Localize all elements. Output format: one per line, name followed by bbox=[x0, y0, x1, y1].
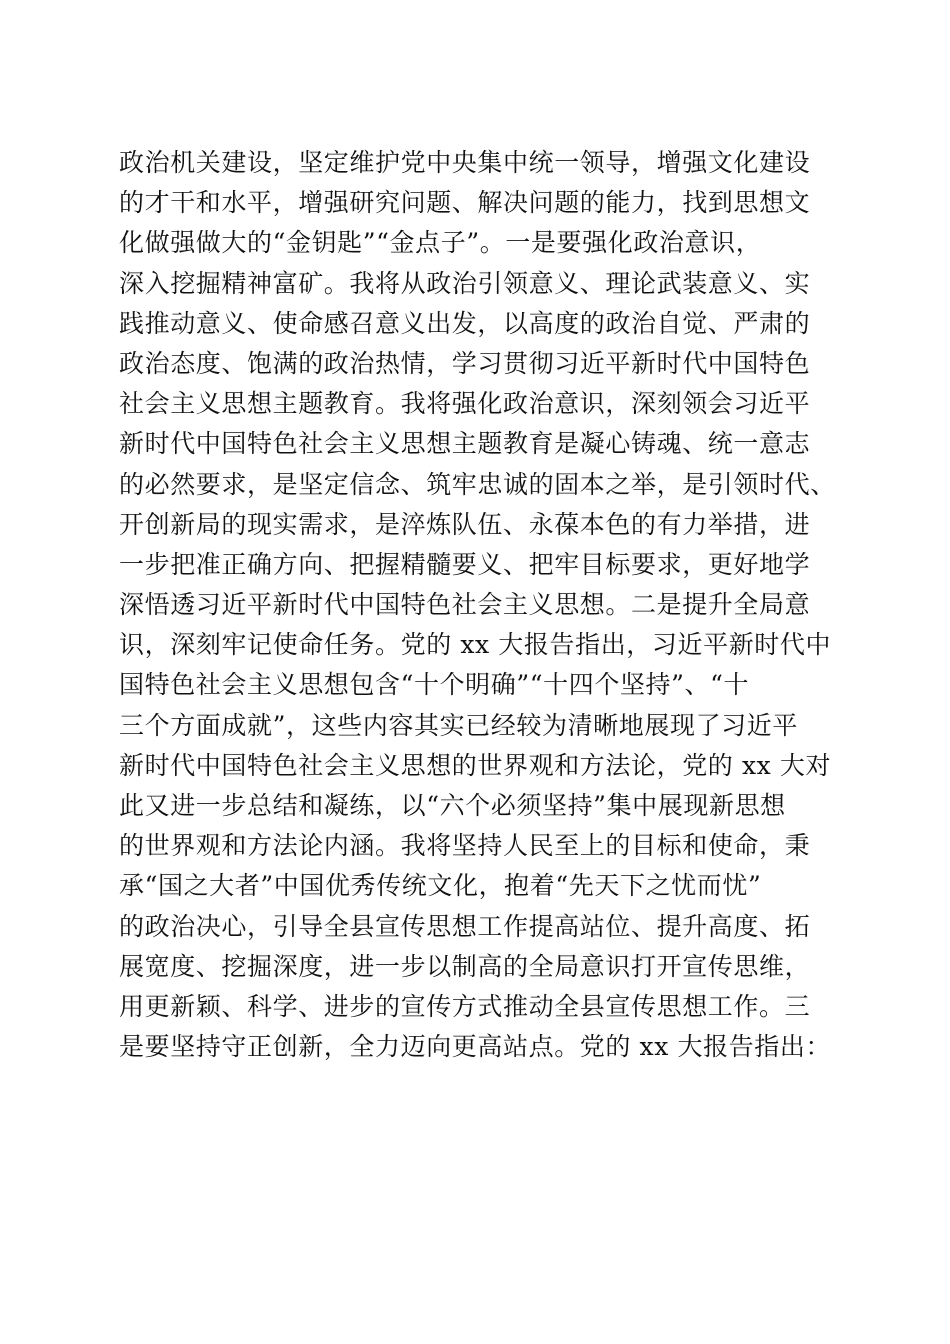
text-line: 化做强做大的“金钥匙”“金点子”。一是要强化政治意识， bbox=[119, 228, 762, 258]
text-line: 识，深刻牢记使命任务。党的 xx 大报告指出，习近平新时代中 bbox=[119, 630, 832, 660]
text-line: 展宽度、挖掘深度，进一步以制高的全局意识打开宣传思维， bbox=[119, 951, 811, 981]
text-line: 社会主义思想主题教育。我将强化政治意识，深刻领会习近平 bbox=[119, 389, 811, 419]
text-line: 三个方面成就”，这些内容其实已经较为清晰地展现了习近平 bbox=[119, 710, 798, 740]
text-line: 的政治决心，引导全县宣传思想工作提高站位、提升高度、拓 bbox=[119, 911, 811, 941]
text-line: 的必然要求，是坚定信念、筑牢忠诚的固本之举，是引领时代、 bbox=[119, 469, 836, 499]
text-line: 践推动意义、使命感召意义出发，以高度的政治自觉、严肃的 bbox=[119, 308, 811, 338]
text-line: 新时代中国特色社会主义思想的世界观和方法论，党的 xx 大对 bbox=[119, 750, 832, 780]
text-line: 的世界观和方法论内涵。我将坚持人民至上的目标和使命，秉 bbox=[119, 831, 811, 861]
text-line: 开创新局的现实需求，是淬炼队伍、永葆本色的有力举措，进 bbox=[119, 509, 811, 539]
text-line: 用更新颖、科学、进步的宣传方式推动全县宣传思想工作。三 bbox=[119, 991, 811, 1021]
text-line: 承“国之大者”中国优秀传统文化，抱着“先天下之忧而忧” bbox=[119, 871, 762, 901]
text-line: 政治机关建设，坚定维护党中央集中统一领导，增强文化建设 bbox=[119, 148, 811, 177]
text-line: 是要坚持守正创新，全力迈向更高站点。党的 xx 大报告指出： bbox=[119, 1032, 832, 1062]
text-line: 新时代中国特色社会主义思想主题教育是凝心铸魂、统一意志 bbox=[119, 429, 811, 459]
body-paragraph bbox=[119, 143, 836, 1067]
text-line: 的才干和水平，增强研究问题、解决问题的能力，找到思想文 bbox=[119, 188, 811, 218]
text-line: 深入挖掘精神富矿。我将从政治引领意义、理论武装意义、实 bbox=[119, 268, 811, 298]
text-line: 深悟透习近平新时代中国特色社会主义思想。二是提升全局意 bbox=[119, 590, 811, 620]
text-line: 国特色社会主义思想包含“十个明确”“十四个坚持”、“十 bbox=[119, 670, 750, 700]
text-line: 此又进一步总结和凝练，以“六个必须坚持”集中展现新思想 bbox=[119, 791, 786, 820]
text-line: 政治态度、饱满的政治热情，学习贯彻习近平新时代中国特色 bbox=[119, 348, 811, 378]
text-line: 一步把准正确方向、把握精髓要义、把牢目标要求，更好地学 bbox=[119, 549, 811, 579]
